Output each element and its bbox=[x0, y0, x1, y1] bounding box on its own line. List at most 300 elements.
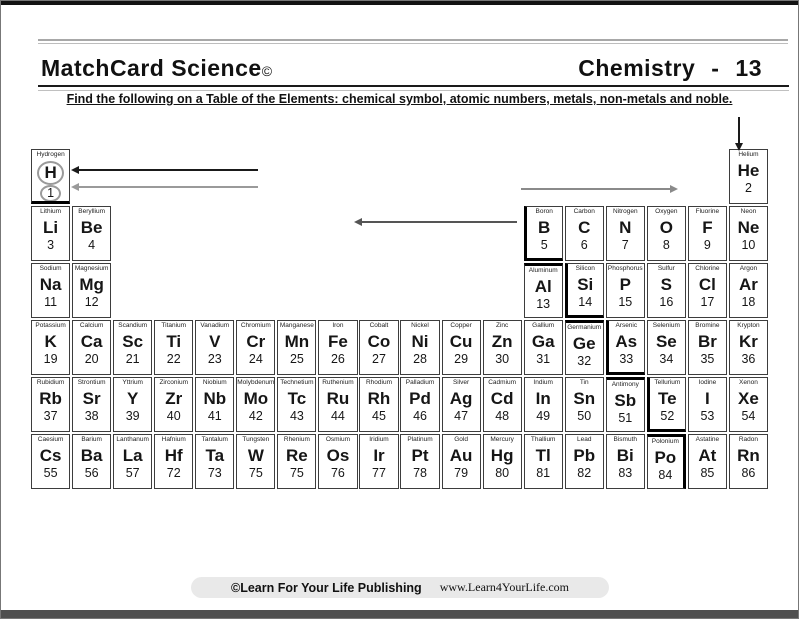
element-name: Sulfur bbox=[657, 265, 675, 272]
element-name: Niobium bbox=[202, 379, 227, 386]
element-symbol: Pt bbox=[411, 446, 429, 465]
element-atomic-number: 6 bbox=[580, 238, 588, 252]
element-cell-La bbox=[113, 434, 152, 489]
element-cell-Ge bbox=[565, 320, 604, 375]
element-cell-K bbox=[31, 320, 70, 375]
element-cell-Zn bbox=[483, 320, 522, 375]
element-cell-N bbox=[606, 206, 645, 261]
element-cell-Pt bbox=[400, 434, 439, 489]
element-atomic-number: 78 bbox=[413, 466, 427, 480]
element-name: Fluorine bbox=[695, 208, 720, 215]
element-name: Helium bbox=[738, 151, 759, 158]
element-cell-Mo bbox=[236, 377, 275, 432]
page-title bbox=[41, 55, 273, 82]
element-symbol: Ca bbox=[80, 332, 103, 351]
element-name: Neon bbox=[740, 208, 757, 215]
element-name: Hafnium bbox=[161, 436, 186, 443]
element-symbol: Fe bbox=[328, 332, 348, 351]
element-name: Arsenic bbox=[615, 322, 638, 329]
element-name: Antimony bbox=[611, 381, 639, 388]
element-atomic-number: 80 bbox=[495, 466, 510, 480]
element-cell-Li bbox=[31, 206, 70, 261]
element-cell-Co bbox=[359, 320, 398, 375]
element-symbol: As bbox=[615, 332, 638, 351]
element-symbol: N bbox=[619, 218, 632, 237]
element-symbol: Nb bbox=[203, 389, 227, 408]
element-name: Nitrogen bbox=[612, 208, 638, 215]
element-symbol: Ga bbox=[531, 332, 555, 351]
element-name: Bismuth bbox=[613, 436, 638, 443]
website-text: www.Learn4YourLife.com bbox=[439, 580, 570, 594]
element-atomic-number: 47 bbox=[454, 409, 469, 423]
element-name: Gold bbox=[454, 436, 468, 443]
element-name: Barium bbox=[81, 436, 102, 443]
element-atomic-number: 22 bbox=[166, 352, 181, 366]
element-cell-Os bbox=[318, 434, 357, 489]
element-atomic-number: 42 bbox=[248, 409, 263, 423]
element-cell-Nb bbox=[195, 377, 234, 432]
element-symbol: Zn bbox=[491, 332, 513, 351]
element-atomic-number: 82 bbox=[577, 466, 592, 480]
element-symbol: Kr bbox=[738, 332, 758, 351]
element-atomic-number: 50 bbox=[577, 409, 592, 423]
element-cell-Ir bbox=[359, 434, 398, 489]
element-name: Osmium bbox=[325, 436, 351, 443]
element-cell-Zr bbox=[154, 377, 193, 432]
element-symbol: Mn bbox=[284, 332, 310, 351]
element-atomic-number: 8 bbox=[662, 238, 670, 252]
bottom-border-bar bbox=[1, 610, 798, 619]
element-cell-Hf bbox=[154, 434, 193, 489]
element-cell-H bbox=[31, 149, 70, 204]
element-name: Ruthenium bbox=[322, 379, 354, 386]
element-name: Thallium bbox=[530, 436, 556, 443]
element-name: Silver bbox=[452, 379, 470, 386]
element-symbol: Y bbox=[127, 389, 139, 408]
element-symbol: Sc bbox=[122, 332, 144, 351]
element-atomic-number: 76 bbox=[330, 466, 345, 480]
element-atomic-number: 44 bbox=[330, 409, 345, 423]
element-symbol: F bbox=[702, 218, 713, 237]
element-name: Molybdenum bbox=[237, 379, 275, 386]
element-atomic-number: 45 bbox=[372, 409, 386, 423]
element-atomic-number: 23 bbox=[207, 352, 222, 366]
element-atomic-number: 38 bbox=[84, 409, 99, 423]
element-atomic-number: 40 bbox=[166, 409, 181, 423]
element-symbol: Cl bbox=[698, 275, 716, 294]
element-symbol: Os bbox=[326, 446, 350, 465]
element-atomic-number: 53 bbox=[700, 409, 715, 423]
footer-bar bbox=[191, 577, 609, 598]
element-name: Iodine bbox=[698, 379, 717, 386]
element-cell-Pb bbox=[565, 434, 604, 489]
element-cell-Fe bbox=[318, 320, 357, 375]
element-atomic-number: 55 bbox=[43, 466, 58, 480]
element-atomic-number: 79 bbox=[454, 466, 469, 480]
element-cell-Sb bbox=[606, 377, 645, 432]
element-cell-Po bbox=[647, 434, 686, 489]
element-name: Palladium bbox=[405, 379, 435, 386]
element-name: Rhenium bbox=[283, 436, 310, 443]
element-cell-Ni bbox=[400, 320, 439, 375]
element-name: Argon bbox=[739, 265, 758, 272]
element-atomic-number: 57 bbox=[125, 466, 140, 480]
element-symbol: Ne bbox=[737, 218, 760, 237]
element-symbol: O bbox=[659, 218, 673, 237]
element-atomic-number: 9 bbox=[703, 238, 711, 252]
element-symbol: K bbox=[44, 332, 57, 351]
element-name: Platinum bbox=[407, 436, 433, 443]
element-name: Strontium bbox=[77, 379, 106, 386]
element-atomic-number: 86 bbox=[741, 466, 756, 480]
card-number: 13 bbox=[735, 55, 762, 81]
element-atomic-number: 10 bbox=[741, 238, 756, 252]
element-atomic-number: 35 bbox=[700, 352, 715, 366]
element-cell-Pd bbox=[400, 377, 439, 432]
element-cell-B bbox=[524, 206, 563, 261]
header-double-rule bbox=[38, 39, 788, 44]
element-atomic-number: 41 bbox=[207, 409, 222, 423]
element-atomic-number: 28 bbox=[413, 352, 427, 366]
element-name: Caesium bbox=[37, 436, 64, 443]
element-name: Scandium bbox=[118, 322, 148, 329]
element-symbol: Cr bbox=[246, 332, 266, 351]
element-name: Iron bbox=[332, 322, 344, 329]
element-name: Manganese bbox=[279, 322, 314, 329]
element-symbol: Mg bbox=[79, 275, 104, 294]
element-cell-C bbox=[565, 206, 604, 261]
element-cell-He bbox=[729, 149, 768, 204]
element-atomic-number: 26 bbox=[330, 352, 345, 366]
element-symbol: Bi bbox=[616, 446, 634, 465]
element-atomic-number: 49 bbox=[536, 409, 551, 423]
element-symbol: Br bbox=[697, 332, 717, 351]
element-name: Sodium bbox=[39, 265, 62, 272]
element-atomic-number: 3 bbox=[47, 238, 55, 252]
element-symbol: Be bbox=[80, 218, 103, 237]
element-cell-Ta bbox=[195, 434, 234, 489]
element-cell-F bbox=[688, 206, 727, 261]
element-atomic-number: 32 bbox=[577, 354, 592, 368]
element-name: Zirconium bbox=[159, 379, 188, 386]
header bbox=[41, 55, 762, 82]
element-cell-Tl bbox=[524, 434, 563, 489]
element-cell-Cl bbox=[688, 263, 727, 318]
element-name: Hydrogen bbox=[36, 151, 65, 158]
element-name: Polonium bbox=[651, 438, 679, 445]
element-cell-O bbox=[647, 206, 686, 261]
element-atomic-number: 16 bbox=[659, 295, 674, 309]
element-symbol: Rb bbox=[39, 389, 62, 408]
element-name: Gallium bbox=[532, 322, 555, 329]
element-atomic-number: 34 bbox=[659, 352, 674, 366]
element-name: Calcium bbox=[79, 322, 104, 329]
element-cell-Cs bbox=[31, 434, 70, 489]
circle-annotation-icon: 1 bbox=[40, 185, 61, 202]
element-atomic-number: 25 bbox=[289, 352, 304, 366]
element-name: Tantalum bbox=[201, 436, 228, 443]
element-atomic-number: 81 bbox=[536, 466, 551, 480]
element-cell-I bbox=[688, 377, 727, 432]
element-symbol: P bbox=[619, 275, 631, 294]
element-atomic-number: 7 bbox=[621, 238, 629, 252]
element-cell-S bbox=[647, 263, 686, 318]
element-cell-Te bbox=[647, 377, 686, 432]
element-cell-Al bbox=[524, 263, 563, 318]
element-symbol: Ge bbox=[572, 334, 596, 353]
element-atomic-number: 5 bbox=[540, 238, 548, 252]
element-symbol: Sr bbox=[82, 389, 101, 408]
element-symbol: Ag bbox=[449, 389, 473, 408]
element-cell-Ba bbox=[72, 434, 111, 489]
element-symbol: Re bbox=[286, 446, 308, 465]
element-symbol: Cs bbox=[39, 446, 62, 465]
element-name: Rhodium bbox=[365, 379, 392, 386]
element-atomic-number: 29 bbox=[454, 352, 469, 366]
element-atomic-number: 14 bbox=[578, 295, 593, 309]
element-atomic-number: 15 bbox=[618, 295, 633, 309]
element-symbol: Rn bbox=[737, 446, 760, 465]
element-name: Bromine bbox=[695, 322, 720, 329]
element-name: Chromium bbox=[240, 322, 271, 329]
element-symbol: Po bbox=[654, 448, 677, 467]
element-name: Zinc bbox=[496, 322, 509, 329]
element-cell-Tc bbox=[277, 377, 316, 432]
element-name: Rubidium bbox=[36, 379, 65, 386]
element-symbol: Sb bbox=[614, 391, 637, 410]
element-name: Beryllium bbox=[78, 208, 105, 215]
element-atomic-number: 75 bbox=[289, 466, 304, 480]
element-name: Tin bbox=[579, 379, 589, 386]
element-name: Radon bbox=[738, 436, 759, 443]
element-cell-Rb bbox=[31, 377, 70, 432]
element-atomic-number: 52 bbox=[660, 409, 675, 423]
element-name: Lead bbox=[577, 436, 592, 443]
circle-annotation-icon: H bbox=[37, 161, 64, 185]
element-atomic-number: 77 bbox=[372, 466, 386, 480]
element-cell-Cd bbox=[483, 377, 522, 432]
element-cell-Ti bbox=[154, 320, 193, 375]
element-atomic-number: 54 bbox=[741, 409, 756, 423]
element-name: Magnesium bbox=[74, 265, 109, 272]
element-cell-As bbox=[606, 320, 645, 375]
top-border-bar bbox=[1, 1, 798, 5]
element-symbol: W bbox=[247, 446, 264, 465]
element-symbol: Ba bbox=[80, 446, 103, 465]
element-atomic-number: 11 bbox=[44, 295, 58, 309]
element-cell-Au bbox=[442, 434, 481, 489]
element-symbol: Li bbox=[43, 218, 59, 237]
element-symbol: Te bbox=[658, 389, 677, 408]
element-name: Cobalt bbox=[369, 322, 389, 329]
element-name: Potassium bbox=[35, 322, 66, 329]
element-symbol: C bbox=[578, 218, 591, 237]
element-cell-Sn bbox=[565, 377, 604, 432]
element-symbol: Au bbox=[449, 446, 473, 465]
element-symbol: Ta bbox=[205, 446, 225, 465]
element-cell-Ar bbox=[729, 263, 768, 318]
element-symbol: Ti bbox=[166, 332, 182, 351]
title-rule-shadow bbox=[38, 90, 789, 91]
element-atomic-number: 85 bbox=[700, 466, 715, 480]
element-cell-Be bbox=[72, 206, 111, 261]
element-cell-Br bbox=[688, 320, 727, 375]
element-symbol: He bbox=[737, 161, 760, 180]
element-atomic-number: 51 bbox=[618, 411, 633, 425]
element-name: Carbon bbox=[573, 208, 595, 215]
element-symbol: Pb bbox=[573, 446, 596, 465]
element-symbol: At bbox=[698, 446, 717, 465]
element-atomic-number: 46 bbox=[413, 409, 427, 423]
element-cell-Si bbox=[565, 263, 604, 318]
element-symbol: Na bbox=[39, 275, 62, 294]
element-name: Astatine bbox=[695, 436, 720, 443]
element-symbol: Zr bbox=[165, 389, 183, 408]
element-cell-Ru bbox=[318, 377, 357, 432]
element-name: Tungsten bbox=[242, 436, 270, 443]
element-name: Oxygen bbox=[655, 208, 678, 215]
element-atomic-number: 20 bbox=[84, 352, 99, 366]
instruction-text: Find the following on a Table of the Elements: chemical symbol, atomic numbers, metals, non-metals and noble. bbox=[66, 92, 733, 106]
element-atomic-number: 4 bbox=[88, 238, 96, 252]
element-symbol: Hg bbox=[490, 446, 514, 465]
element-name: Phosphorus bbox=[607, 265, 643, 272]
element-atomic-number: 30 bbox=[495, 352, 510, 366]
element-name: Germanium bbox=[567, 324, 602, 331]
element-cell-Na bbox=[31, 263, 70, 318]
element-name: Aluminum bbox=[528, 267, 558, 274]
element-cell-Ne bbox=[729, 206, 768, 261]
copyright-icon: © bbox=[261, 63, 273, 79]
element-cell-Ga bbox=[524, 320, 563, 375]
element-symbol: Ar bbox=[738, 275, 758, 294]
element-name: Mercury bbox=[490, 436, 514, 443]
element-symbol: Ru bbox=[326, 389, 350, 408]
element-symbol: Sn bbox=[573, 389, 596, 408]
element-atomic-number: 84 bbox=[658, 468, 673, 482]
element-symbol: Tc bbox=[287, 389, 307, 408]
element-atomic-number: 31 bbox=[536, 352, 551, 366]
element-symbol: In bbox=[535, 389, 551, 408]
element-name: Silicon bbox=[575, 265, 595, 272]
element-atomic-number: 48 bbox=[495, 409, 510, 423]
element-cell-Cr bbox=[236, 320, 275, 375]
element-cell-Sr bbox=[72, 377, 111, 432]
element-cell-In bbox=[524, 377, 563, 432]
element-symbol: S bbox=[660, 275, 673, 294]
element-name: Tellurium bbox=[654, 379, 681, 386]
element-atomic-number: 83 bbox=[618, 466, 633, 480]
element-atomic-number: 33 bbox=[619, 352, 634, 366]
element-symbol: Si bbox=[577, 275, 594, 294]
publisher-text: ©Learn For Your Life Publishing bbox=[230, 580, 422, 595]
element-symbol: Co bbox=[367, 332, 391, 351]
element-atomic-number: 56 bbox=[84, 466, 99, 480]
element-cell-Y bbox=[113, 377, 152, 432]
element-name: Chlorine bbox=[695, 265, 720, 272]
element-name: Technetium bbox=[280, 379, 314, 386]
element-atomic-number: 19 bbox=[43, 352, 58, 366]
element-cell-Bi bbox=[606, 434, 645, 489]
element-name: Boron bbox=[535, 208, 553, 215]
element-symbol: B bbox=[538, 218, 551, 237]
element-symbol: Al bbox=[534, 277, 552, 296]
element-atomic-number: 37 bbox=[43, 409, 58, 423]
element-atomic-number: 24 bbox=[248, 352, 263, 366]
subject-label: Chemistry bbox=[578, 55, 696, 81]
element-symbol: Se bbox=[655, 332, 677, 351]
element-atomic-number: 18 bbox=[741, 295, 756, 309]
element-name: Selenium bbox=[652, 322, 680, 329]
element-name: Iridium bbox=[369, 436, 389, 443]
element-cell-Ca bbox=[72, 320, 111, 375]
element-atomic-number: 21 bbox=[125, 352, 140, 366]
element-cell-Mn bbox=[277, 320, 316, 375]
element-name: Nickel bbox=[411, 322, 429, 329]
element-symbol: Tl bbox=[535, 446, 551, 465]
element-atomic-number: 27 bbox=[372, 352, 386, 366]
element-name: Indium bbox=[533, 379, 553, 386]
element-symbol: La bbox=[122, 446, 143, 465]
element-name: Yttrium bbox=[122, 379, 143, 386]
element-cell-Kr bbox=[729, 320, 768, 375]
element-symbol: Ni bbox=[411, 332, 429, 351]
element-cell-Re bbox=[277, 434, 316, 489]
element-name: Krypton bbox=[737, 322, 760, 329]
element-symbol: Rh bbox=[367, 389, 391, 408]
element-cell-P bbox=[606, 263, 645, 318]
element-name: Xenon bbox=[739, 379, 758, 386]
element-symbol: Xe bbox=[738, 389, 759, 408]
element-symbol: I bbox=[705, 389, 710, 408]
title-rule bbox=[38, 85, 789, 87]
element-symbol: V bbox=[209, 332, 221, 351]
element-symbol: Cd bbox=[490, 389, 514, 408]
element-atomic-number: 2 bbox=[744, 181, 752, 195]
doc-reference bbox=[578, 55, 762, 82]
element-symbol: Cu bbox=[449, 332, 473, 351]
element-atomic-number: 75 bbox=[248, 466, 263, 480]
element-cell-Xe bbox=[729, 377, 768, 432]
element-symbol: Mo bbox=[243, 389, 269, 408]
element-atomic-number: 36 bbox=[741, 352, 756, 366]
element-symbol: Pd bbox=[409, 389, 431, 408]
element-cell-Ag bbox=[442, 377, 481, 432]
element-cell-Rh bbox=[359, 377, 398, 432]
separator-dash: - bbox=[711, 55, 720, 81]
element-cell-Mg bbox=[72, 263, 111, 318]
element-cell-W bbox=[236, 434, 275, 489]
element-symbol bbox=[32, 160, 69, 185]
element-name: Copper bbox=[450, 322, 472, 329]
element-atomic-number: 72 bbox=[166, 466, 181, 480]
element-name: Cadmium bbox=[488, 379, 517, 386]
element-cell-Rn bbox=[729, 434, 768, 489]
element-atomic-number: 43 bbox=[289, 409, 304, 423]
element-atomic-number: 12 bbox=[84, 295, 99, 309]
element-cell-Sc bbox=[113, 320, 152, 375]
element-cell-Hg bbox=[483, 434, 522, 489]
element-name: Vanadium bbox=[200, 322, 230, 329]
element-atomic-number bbox=[32, 185, 69, 202]
element-cell-V bbox=[195, 320, 234, 375]
element-atomic-number: 73 bbox=[207, 466, 222, 480]
element-symbol: Ir bbox=[373, 446, 385, 465]
element-name: Titanium bbox=[161, 322, 187, 329]
element-atomic-number: 39 bbox=[125, 409, 140, 423]
element-atomic-number: 17 bbox=[700, 295, 715, 309]
element-cell-Cu bbox=[442, 320, 481, 375]
